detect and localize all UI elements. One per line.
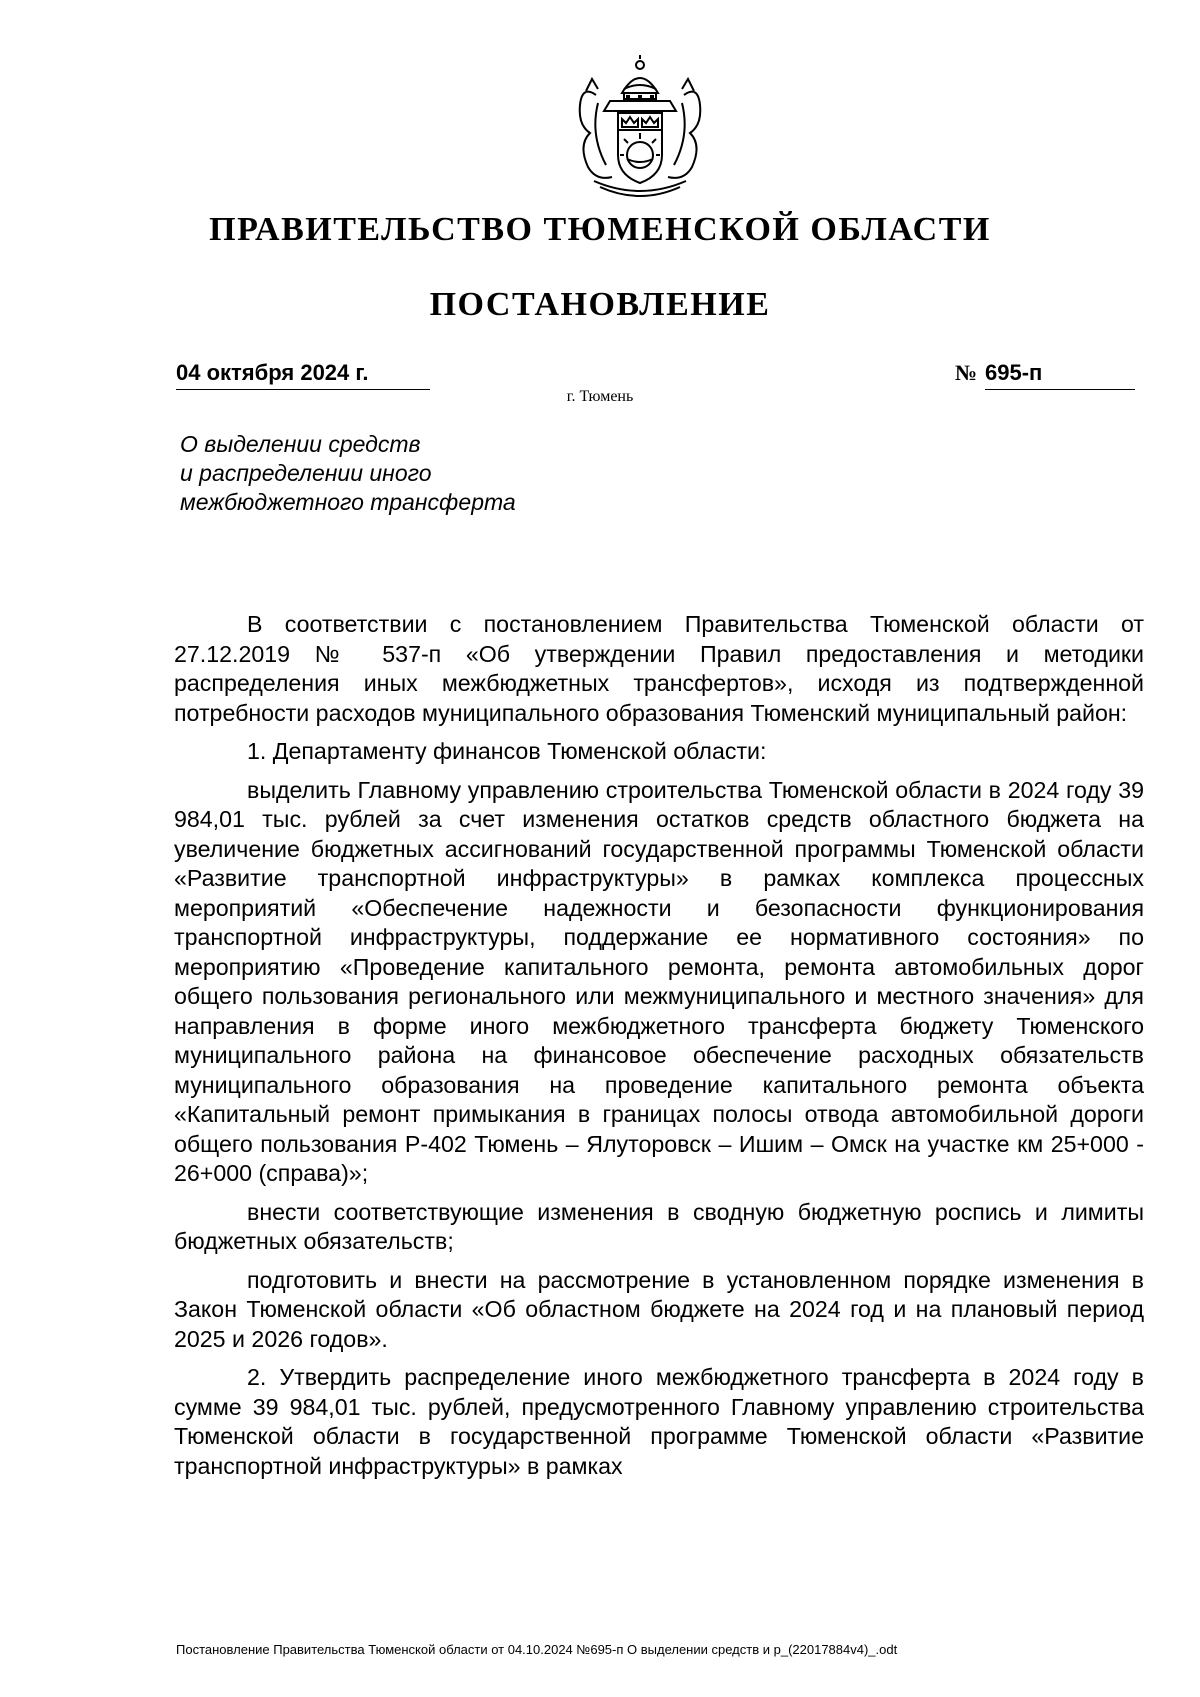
document-date: 04 октября 2024 г.	[176, 357, 430, 390]
page-footer: Постановление Правительства Тюменской области от 04.10.2024 №695-п О выделении средств и р_(22017884v4)_.odt	[176, 1642, 898, 1657]
document-body	[174, 610, 1144, 1490]
body-paragraph: подготовить и внести на рассмотрение в установленном порядке изменения в Закон Тюменской области «Об областном бюджете на 2024 год и на плановый период 2025 и 2026 годов».	[174, 1266, 1144, 1352]
body-paragraph: 2. Утвердить распределение иного межбюджетного трансферта в 2024 году в сумме 39 984,01 тыс. рублей, предусмотренного Главному управлению строительства Тюменской области в государственной программе Тюменской области «Развитие транспортной инфраструктуры» в рамках	[174, 1364, 1144, 1479]
document-city: г. Тюмень	[566, 388, 634, 405]
subject-line: межбюджетного трансферта	[180, 489, 516, 515]
document-type: ПОСТАНОВЛЕНИЕ	[429, 286, 771, 323]
number-sign: №	[955, 360, 978, 385]
government-title: ПРАВИТЕЛЬСТВО ТЮМЕНСКОЙ ОБЛАСТИ	[209, 211, 991, 248]
body-paragraph: 1. Департаменту финансов Тюменской области:	[247, 738, 767, 764]
document-number: 695-п	[985, 357, 1135, 390]
subject-line: и распределении иного	[180, 460, 432, 486]
coat-of-arms-icon	[560, 55, 720, 200]
body-paragraph: выделить Главному управлению строительства Тюменской области в 2024 году 39 984,01 тыс. рублей за счет изменения остатков средств областного бюджета на увеличение бюджетных ассигнований государственной программы Тюменской области «Развитие транспортной инфраструктуры» в рамках комплекса процессных мероприятий «Обеспечение надежности и безопасности функционирования транспортной инфраструктуры, поддержание ее нормативного состояния» по мероприятию «Проведение капитального ремонта, ремонта автомобильных дорог общего пользования регионального или межмуниципального и местного значения» для направления в форме иного межбюджетного трансферта бюджету Тюменского муниципального района на финансовое обеспечение расходных обязательств муниципального образования на проведение капитального ремонта объекта «Капитальный ремонт примыкания в границах полосы отвода автомобильной дороги общего пользования Р-402 Тюмень – Ялуторовск – Ишим – Омск на участке км 25+000 - 26+000 (справа)»;	[174, 776, 1144, 1186]
body-paragraph: В соответствии с постановлением Правительства Тюменской области от 27.12.2019 № 537-п «Об утверждении Правил предоставления и методики распределения иных межбюджетных трансфертов», исходя из подтвержденной потребности расходов муниципального образования Тюменский муниципальный район:	[174, 611, 1144, 726]
subject-line: О выделении средств	[180, 431, 421, 457]
body-paragraph: внести соответствующие изменения в сводную бюджетную роспись и лимиты бюджетных обязательств;	[174, 1198, 1144, 1254]
document-subject	[180, 430, 600, 517]
